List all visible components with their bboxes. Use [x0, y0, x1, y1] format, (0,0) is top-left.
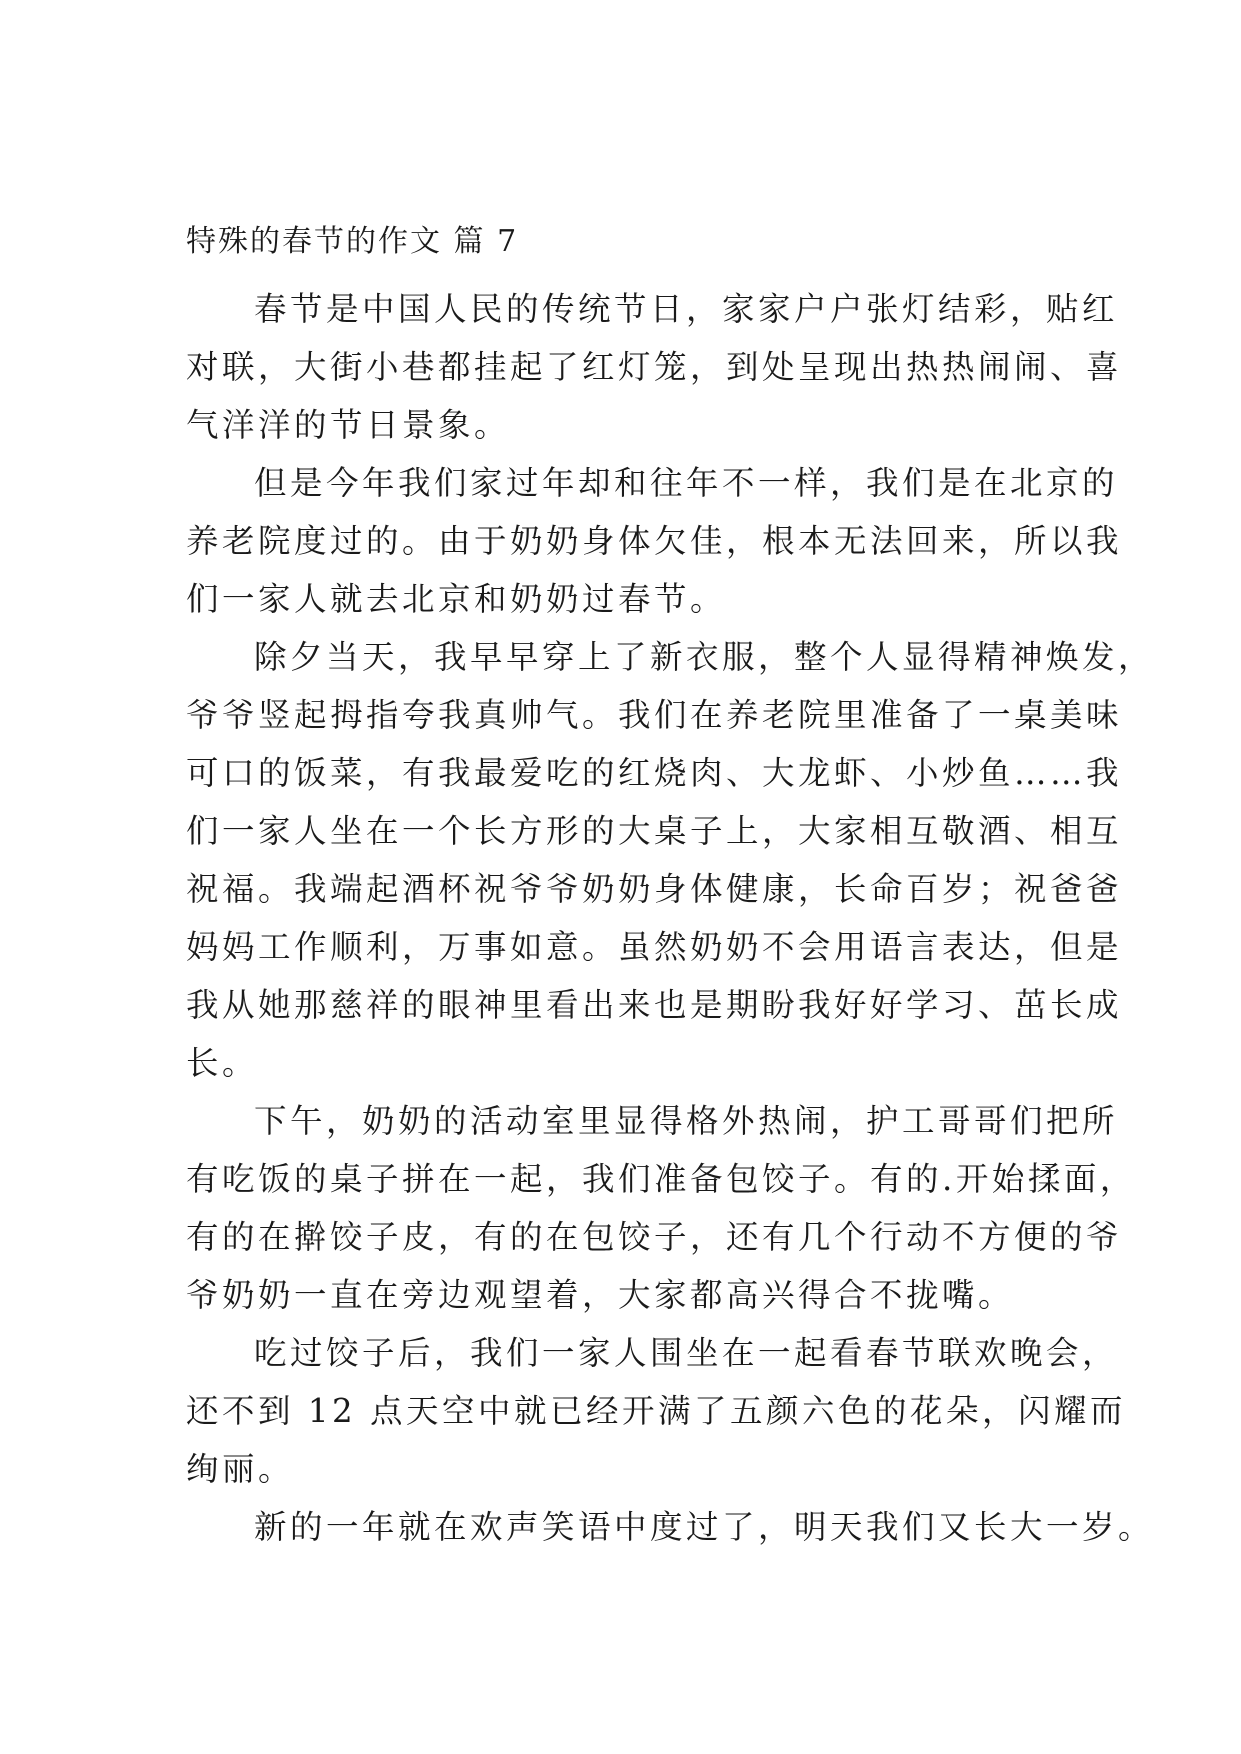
- text-line: 气洋洋的节日景象。: [186, 406, 511, 444]
- essay-body: [186, 280, 1155, 1556]
- text-line: 有吃饭的桌子拼在一起，我们准备包饺子。有的.开始揉面，: [186, 1160, 1136, 1198]
- text-line: 爷爷竖起拇指夸我真帅气。我们在养老院里准备了一桌美味: [186, 696, 1123, 734]
- text-line: 长。: [186, 1044, 259, 1082]
- text-line: 春节是中国人民的传统节日，家家户户张灯结彩，贴红: [254, 290, 1119, 328]
- text-line: 下午，奶奶的活动室里显得格外热闹，护工哥哥们把所: [254, 1102, 1119, 1140]
- text-line: 祝福。我端起酒杯祝爷爷奶奶身体健康，长命百岁；祝爸爸: [186, 870, 1123, 908]
- text-line: 对联，大街小巷都挂起了红灯笼，到处呈现出热热闹闹、喜: [186, 348, 1123, 386]
- text-line: 吃过饺子后，我们一家人围坐在一起看春节联欢晚会，: [254, 1334, 1119, 1372]
- text-line: 绚丽。: [186, 1450, 295, 1488]
- text-line: 爷奶奶一直在旁边观望着，大家都高兴得合不拢嘴。: [186, 1276, 1015, 1314]
- text-line: 们一家人就去北京和奶奶过春节。: [186, 580, 727, 618]
- text-line: 新的一年就在欢声笑语中度过了，明天我们又长大一岁。: [254, 1508, 1155, 1546]
- text-line: 们一家人坐在一个长方形的大桌子上，大家相互敬酒、相互: [186, 812, 1123, 850]
- text-line: 养老院度过的。由于奶奶身体欠佳，根本无法回来，所以我: [186, 522, 1123, 560]
- text-line: 可口的饭菜，有我最爱吃的红烧肉、大龙虾、小炒鱼……我: [186, 754, 1123, 792]
- text-line: 妈妈工作顺利，万事如意。虽然奶奶不会用语言表达，但是: [186, 928, 1123, 966]
- text-line: 除夕当天，我早早穿上了新衣服，整个人显得精神焕发，: [254, 638, 1155, 676]
- text-line: 有的在擀饺子皮，有的在包饺子，还有几个行动不方便的爷: [186, 1218, 1123, 1256]
- text-line: 我从她那慈祥的眼神里看出来也是期盼我好好学习、茁长成: [186, 986, 1123, 1024]
- text-line: 还不到 12 点天空中就已经开满了五颜六色的花朵，闪耀而: [186, 1392, 1127, 1430]
- essay-title: 特殊的春节的作文 篇 7: [186, 224, 519, 259]
- text-line: 但是今年我们家过年却和往年不一样，我们是在北京的: [254, 464, 1119, 502]
